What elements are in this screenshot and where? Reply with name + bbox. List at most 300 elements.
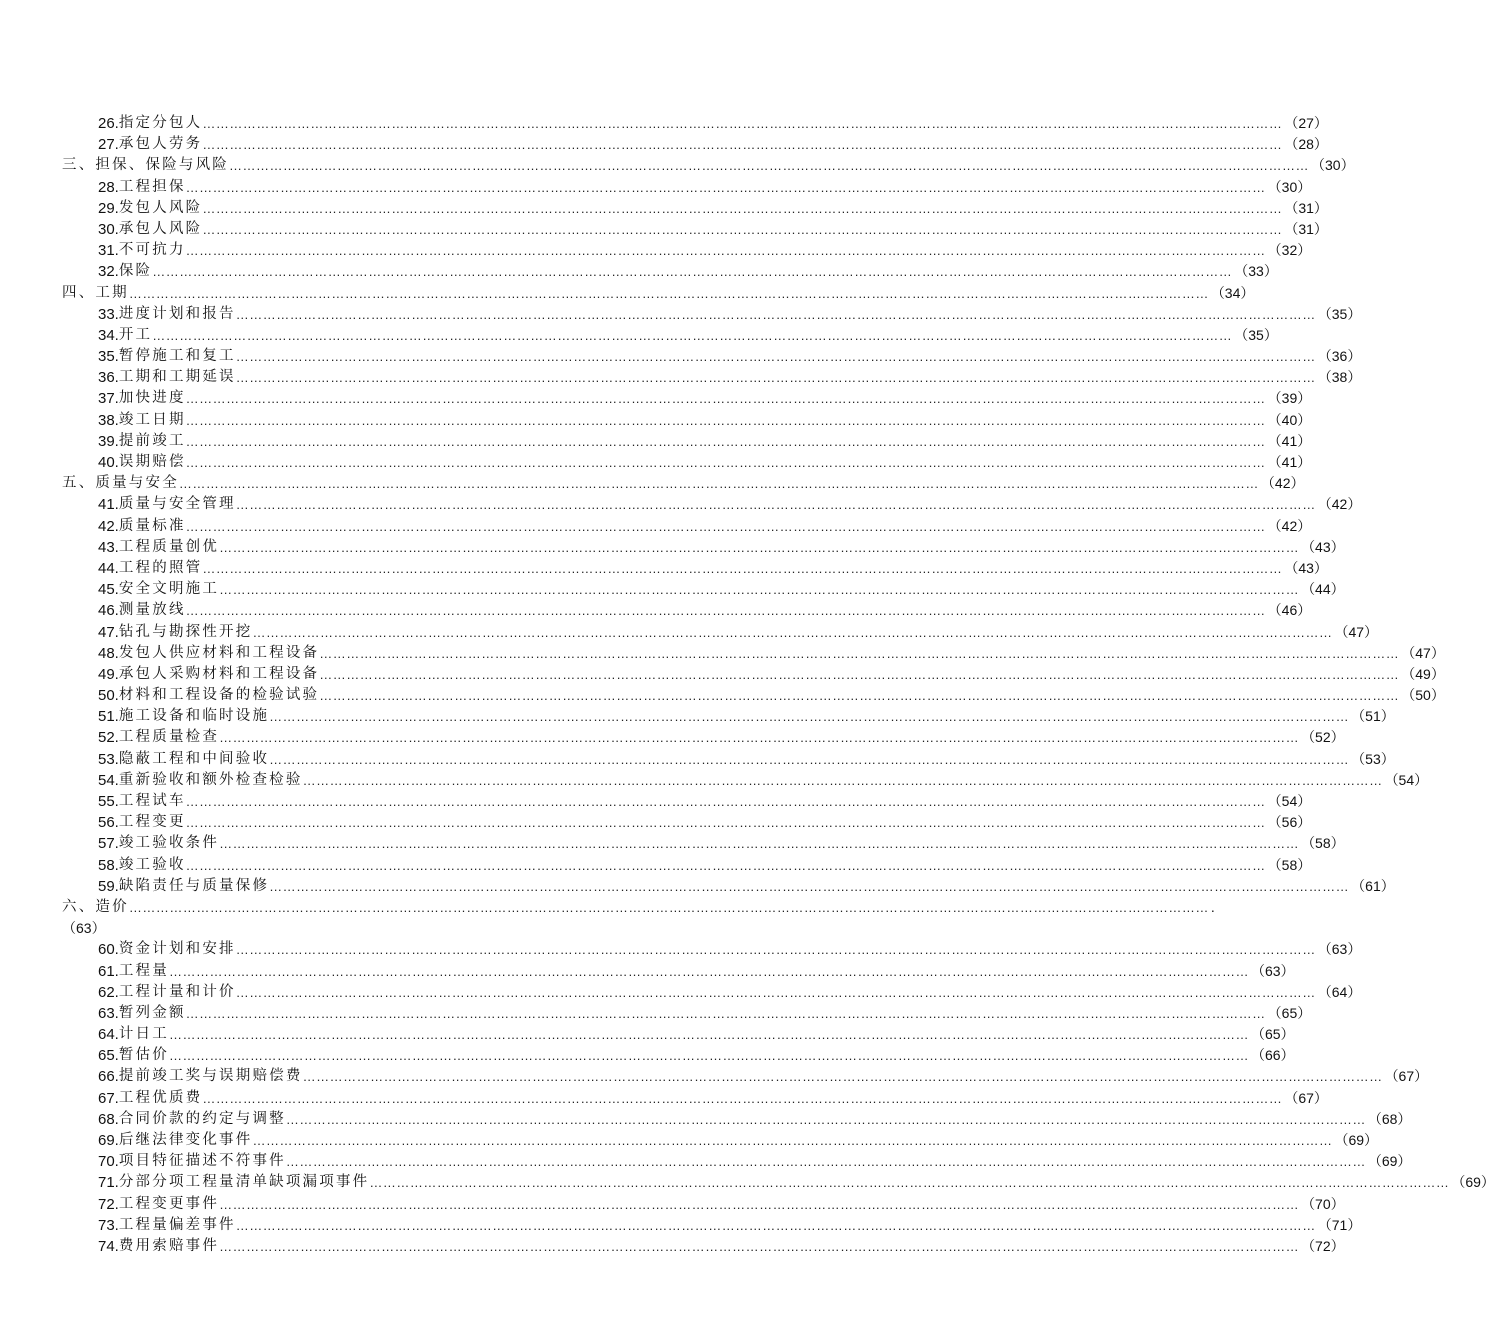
toc-entry-title: 资金计划和安排 <box>118 941 236 958</box>
toc-entry-row[interactable] <box>0 749 1395 770</box>
toc-entry <box>62 473 1305 494</box>
toc-entry <box>98 855 1312 876</box>
toc-entry-row[interactable] <box>0 177 1312 198</box>
dot-leader: …………………………………………………………………………………………………………………………………………………………………………………………………………………… <box>152 264 1233 280</box>
dot-leader: …………………………………………………………………………………………………………………………………………………………………………………………………………………… <box>185 794 1266 809</box>
toc-entry-title: 质量与安全管理 <box>118 496 236 513</box>
toc-entry-number: 28. <box>98 178 119 196</box>
toc-page-number: （63） <box>62 920 106 937</box>
toc-page-number: （36） <box>1317 348 1362 365</box>
dot-leader: …………………………………………………………………………………………………………………………………………………………………………………………………………………… <box>185 412 1266 428</box>
toc-entry-row[interactable] <box>0 643 1445 664</box>
toc-entry-title: 暂估价 <box>118 1047 169 1064</box>
toc-entry <box>62 897 1215 918</box>
dot-leader: …………………………………………………………………………………………………………………………………………………………………………………………………………………… <box>219 730 1300 746</box>
dot-leader: …………………………………………………………………………………………………………………………………………………………………………………………………………………… <box>202 200 1283 216</box>
toc-entry-row[interactable] <box>0 855 1312 876</box>
toc-page-number: （70） <box>1301 1195 1345 1212</box>
toc-page-number: （69） <box>1367 1153 1412 1170</box>
toc-page-number: （63） <box>1250 962 1295 979</box>
toc-page-number: （35） <box>1317 305 1362 322</box>
toc-entry-number: 38. <box>98 411 119 429</box>
toc-entry <box>98 410 1312 431</box>
toc-entry-row[interactable] <box>0 1215 1362 1236</box>
toc-entry-title: 发包人供应材料和工程设备 <box>118 644 320 661</box>
dot-leader: …………………………………………………………………………………………………………………………………………………………………………………………………………………… <box>168 1027 1249 1043</box>
toc-page-number: （65） <box>1250 1026 1295 1043</box>
toc-entry-title: 工程担保 <box>118 178 186 195</box>
toc-entry-number: 34. <box>98 326 119 344</box>
toc-entry <box>98 113 1328 134</box>
toc-entry-row[interactable] <box>0 431 1312 452</box>
toc-page-number: （69） <box>1334 1132 1379 1148</box>
toc-page-number: （54） <box>1267 793 1312 809</box>
toc-section-row[interactable] <box>0 897 1215 918</box>
toc-entry <box>98 961 1295 982</box>
dot-leader: …………………………………………………………………………………………………………………………………………………………………………………………………………………… <box>168 963 1249 979</box>
toc-entry-row[interactable] <box>0 367 1362 388</box>
toc-entry-row[interactable] <box>0 1066 1429 1087</box>
toc-entry-title: 工程的照管 <box>118 559 203 576</box>
toc-page-number: （31） <box>1284 220 1328 237</box>
toc-entry-title: 加快进度 <box>118 390 186 407</box>
toc-section-row[interactable] <box>0 473 1305 494</box>
toc-entry <box>98 664 1445 685</box>
toc-entry-row[interactable] <box>0 939 1362 960</box>
toc-entry <box>98 537 1345 558</box>
toc-entry-row[interactable] <box>0 1236 1345 1257</box>
toc-entry-row[interactable] <box>0 261 1278 282</box>
dot-leader: …………………………………………………………………………………………………………………………………………………………………………………………………………………… <box>269 709 1350 725</box>
toc-entry-number: 30. <box>98 220 119 238</box>
toc-entry-number: 67. <box>98 1089 119 1107</box>
toc-entry <box>98 1003 1312 1024</box>
toc-entry-row[interactable] <box>0 833 1345 854</box>
dot-leader: …………………………………………………………………………………………………………………………………………………………………………………………………………………… <box>235 984 1316 1000</box>
toc-entry-row[interactable] <box>0 664 1445 685</box>
toc-page-number: （43） <box>1301 538 1345 555</box>
toc-entry-number: 32. <box>98 263 119 281</box>
toc-entry-title: 工期和工期延误 <box>118 369 236 386</box>
toc-entry-row[interactable] <box>0 1109 1412 1130</box>
toc-entry-title: 工程优质费 <box>118 1089 203 1106</box>
toc-entry <box>98 1088 1328 1109</box>
toc-entry-number: 56. <box>98 814 119 832</box>
toc-entry-number: 44. <box>98 559 119 577</box>
toc-entry-number: 52. <box>98 729 119 747</box>
toc-entry <box>98 516 1312 537</box>
dot-leader: …………………………………………………………………………………………………………………………………………………………………………………………………………………… <box>235 370 1316 386</box>
toc-entry-title: 计日工 <box>118 1026 169 1043</box>
toc-entry-row[interactable] <box>0 198 1328 219</box>
toc-entry-title: 工程变更 <box>118 814 186 831</box>
dot-leader: …………………………………………………………………………………………………………………………………………………………………………………………………………………… <box>235 349 1316 365</box>
toc-page-number: （56） <box>1267 814 1312 831</box>
toc-entry <box>98 431 1312 452</box>
toc-entry <box>62 283 1255 304</box>
dot-leader: …………………………………………………………………………………………………………………………………………………………………………………………………………………… <box>185 603 1266 619</box>
toc-entry-row[interactable] <box>0 304 1362 325</box>
toc-entry-row[interactable] <box>0 1088 1328 1109</box>
toc-entry-title: 五、质量与安全 <box>62 475 179 492</box>
toc-page-number: （54） <box>1384 771 1429 788</box>
dot-leader: …………………………………………………………………………………………………………………………………………………………………………………………………………………… <box>185 815 1266 831</box>
toc-entry-number: 51. <box>98 708 119 726</box>
toc-entry <box>98 600 1312 621</box>
dot-leader: …………………………………………………………………………………………………………………………………………………………………………………………………………………… <box>235 1217 1316 1233</box>
toc-page-number: （38） <box>1317 369 1362 386</box>
toc-entry-number: 33. <box>98 305 119 323</box>
toc-entry <box>98 643 1445 664</box>
toc-entry-number: 53. <box>98 750 119 768</box>
toc-page-number: （32） <box>1267 242 1312 259</box>
toc-entry-title: 承包人风险 <box>118 220 203 237</box>
toc-entry <box>98 1024 1295 1045</box>
toc-page-number: （67） <box>1284 1089 1328 1106</box>
toc-entry-number: 70. <box>98 1153 119 1171</box>
toc-entry-number: 40. <box>98 454 119 471</box>
dot-leader: …………………………………………………………………………………………………………………………………………………………………………………………………………………… <box>202 1090 1283 1106</box>
toc-entry-number: 45. <box>98 581 119 599</box>
toc-entry <box>98 833 1345 854</box>
toc-entry-number: 62. <box>98 983 119 1001</box>
dot-leader: …………………………………………………………………………………………………………………………………………………………………………………………………………………… <box>219 1238 1300 1254</box>
toc-entry-row[interactable] <box>0 791 1312 812</box>
toc-entry-title: 承包人采购材料和工程设备 <box>118 665 320 682</box>
toc-page-number: （52） <box>1301 729 1345 746</box>
toc-entry-title: 三、担保、保险与风险 <box>62 157 229 174</box>
toc-entry-title: 施工设备和临时设施 <box>118 708 270 725</box>
dot-leader: …………………………………………………………………………………………………………………………………………………………………………………………………………………… <box>302 772 1383 788</box>
toc-entry-row[interactable] <box>0 537 1345 558</box>
toc-entry <box>98 749 1395 770</box>
toc-entry-row[interactable] <box>0 410 1312 431</box>
toc-page-number: （53） <box>1351 750 1395 767</box>
toc-entry-row[interactable] <box>0 494 1362 515</box>
toc-entry-title: 工程计量和计价 <box>118 983 236 1000</box>
toc-entry <box>98 770 1429 791</box>
toc-entry-title: 指定分包人 <box>118 115 203 131</box>
toc-entry-title: 工程变更事件 <box>118 1195 220 1212</box>
toc-entry-number: 69. <box>98 1132 119 1149</box>
toc-page-number: （64） <box>1317 983 1362 1000</box>
toc-entry-title: 开工 <box>118 326 153 343</box>
dot-leader: …………………………………………………………………………………………………………………………………………………………………………………………………………………… <box>185 518 1266 534</box>
toc-entry-title: 工程量 <box>118 962 169 979</box>
toc-entry-row[interactable] <box>0 982 1362 1003</box>
toc-entry <box>98 1130 1379 1151</box>
toc-entry-number: 48. <box>98 644 119 662</box>
toc-entry-number: 49. <box>98 665 119 683</box>
toc-entry-title: 测量放线 <box>118 602 186 619</box>
table-of-contents <box>0 113 1495 1257</box>
toc-entry-row[interactable] <box>0 622 1379 643</box>
toc-entry-title: 保险 <box>118 263 153 280</box>
toc-page-number: （35） <box>1234 326 1278 343</box>
toc-entry-title: 竣工验收 <box>118 856 186 873</box>
toc-entry <box>98 812 1312 833</box>
toc-entry-number: 58. <box>98 856 119 874</box>
toc-entry-number: 50. <box>98 687 119 705</box>
dot-leader: …………………………………………………………………………………………………………………………………………………………………………………………………………………… <box>128 899 1209 915</box>
toc-entry-row[interactable] <box>0 558 1328 579</box>
toc-entry-row[interactable] <box>0 134 1328 155</box>
toc-entry <box>98 388 1312 409</box>
toc-section-row[interactable] <box>0 155 1355 176</box>
dot-leader: …………………………………………………………………………………………………………………………………………………………………………………………………………………… <box>185 391 1266 407</box>
toc-entry-title: 工程质量检查 <box>118 729 220 746</box>
toc-entry <box>98 1172 1495 1193</box>
dot-leader: …………………………………………………………………………………………………………………………………………………………………………………………………………………… <box>219 1196 1300 1212</box>
dot-leader: …………………………………………………………………………………………………………………………………………………………………………………………………………………… <box>202 116 1283 131</box>
toc-entry-title: 后继法律变化事件 <box>118 1132 253 1148</box>
toc-entry-number: 72. <box>98 1195 119 1213</box>
toc-entry <box>98 452 1312 473</box>
toc-entry-number: 64. <box>98 1026 119 1044</box>
toc-entry <box>98 1236 1345 1257</box>
toc-entry-row[interactable] <box>0 219 1328 240</box>
toc-entry-row[interactable] <box>0 812 1312 833</box>
toc-page-number: （30） <box>1267 178 1312 195</box>
toc-page-number: （31） <box>1284 199 1328 216</box>
toc-entry <box>98 558 1328 579</box>
toc-entry-number: 31. <box>98 242 119 260</box>
toc-entry-row[interactable] <box>0 452 1312 473</box>
toc-entry-row[interactable] <box>0 516 1312 537</box>
toc-entry-title: 暂停施工和复工 <box>118 348 236 365</box>
toc-entry-title: 竣工验收条件 <box>118 835 220 852</box>
toc-entry-row[interactable] <box>0 579 1345 600</box>
toc-entry-row[interactable] <box>0 1003 1312 1024</box>
toc-page-number: （65） <box>1267 1004 1312 1021</box>
toc-wrapped-page-row <box>0 918 950 939</box>
toc-page-number: （47） <box>1334 623 1379 640</box>
toc-section-row[interactable] <box>0 283 1255 304</box>
toc-entry <box>98 1109 1412 1130</box>
dot-leader: …………………………………………………………………………………………………………………………………………………………………………………………………………………… <box>269 878 1350 894</box>
dot-leader: …………………………………………………………………………………………………………………………………………………………………………………………………………………… <box>302 1069 1383 1085</box>
dot-leader: …………………………………………………………………………………………………………………………………………………………………………………………………………………… <box>185 1005 1266 1021</box>
toc-entry-row[interactable] <box>0 1130 1379 1151</box>
toc-entry-title: 四、工期 <box>62 284 129 301</box>
toc-entry-title: 工程试车 <box>118 793 186 809</box>
toc-page-number: （66） <box>1250 1047 1295 1064</box>
toc-page-number: （68） <box>1367 1110 1412 1127</box>
dot-leader: …………………………………………………………………………………………………………………………………………………………………………………………………………………… <box>319 666 1400 682</box>
toc-entry-number: 66. <box>98 1068 119 1086</box>
toc-entry-row[interactable] <box>0 961 1295 982</box>
toc-entry-title: 发包人风险 <box>118 199 203 216</box>
toc-entry-number: 43. <box>98 538 119 556</box>
toc-entry <box>98 134 1328 155</box>
toc-entry <box>98 1066 1429 1087</box>
toc-entry-title: 工程量偏差事件 <box>118 1216 236 1233</box>
toc-entry-title: 材料和工程设备的检验试验 <box>118 687 320 704</box>
toc-entry-row[interactable] <box>0 1172 1495 1193</box>
toc-entry-row[interactable] <box>0 706 1395 727</box>
toc-entry-row[interactable] <box>0 1194 1345 1215</box>
toc-entry-title: 工程质量创优 <box>118 538 220 555</box>
toc-entry-title: 不可抗力 <box>118 242 186 259</box>
toc-entry-number: 71. <box>98 1174 119 1192</box>
toc-entry <box>98 494 1362 515</box>
toc-page-number: （43） <box>1284 559 1328 576</box>
toc-entry-title: 分部分项工程量清单缺项漏项事件 <box>118 1174 370 1191</box>
toc-entry <box>98 177 1312 198</box>
toc-entry-title: 重新验收和额外检查检验 <box>118 771 303 788</box>
toc-entry <box>98 791 1312 812</box>
toc-entry-row[interactable] <box>0 113 1328 134</box>
toc-page-number: （41） <box>1267 432 1312 449</box>
toc-entry <box>98 367 1362 388</box>
dot-leader: …………………………………………………………………………………………………………………………………………………………………………………………………………………… <box>285 1111 1366 1127</box>
toc-entry-row[interactable] <box>0 770 1429 791</box>
toc-entry-title: 误期赔偿 <box>118 454 186 470</box>
dot-leader: …………………………………………………………………………………………………………………………………………………………………………………………………………………… <box>369 1175 1450 1191</box>
dot-leader: …………………………………………………………………………………………………………………………………………………………………………………………………………………… <box>319 688 1400 704</box>
toc-page-number: （33） <box>1234 263 1278 280</box>
toc-entry-title: 竣工日期 <box>118 411 186 428</box>
toc-entry-number: 41. <box>98 496 119 514</box>
dot-leader: …………………………………………………………………………………………………………………………………………………………………………………………………………………… <box>152 327 1233 343</box>
toc-page-number: （28） <box>1284 136 1328 153</box>
toc-page-number: （69） <box>1451 1174 1495 1191</box>
toc-entry <box>98 325 1278 346</box>
dot-leader: …………………………………………………………………………………………………………………………………………………………………………………………………………………… <box>285 1154 1366 1170</box>
dot-leader: …………………………………………………………………………………………………………………………………………………………………………………………………………………… <box>168 1048 1249 1064</box>
toc-entry-title: 费用索赔事件 <box>118 1237 220 1254</box>
dot-leader: …………………………………………………………………………………………………………………………………………………………………………………………………………………… <box>202 221 1283 237</box>
toc-page-number: （51） <box>1351 708 1395 725</box>
toc-entry-row[interactable] <box>0 240 1312 261</box>
toc-entry <box>98 219 1328 240</box>
toc-entry <box>98 579 1345 600</box>
toc-entry-title: 项目特征描述不符事件 <box>118 1153 286 1170</box>
toc-entry-number: 65. <box>98 1047 119 1065</box>
toc-entry <box>98 198 1328 219</box>
dot-leader: …………………………………………………………………………………………………………………………………………………………………………………………………………………… <box>252 624 1333 640</box>
dot-leader: …………………………………………………………………………………………………………………………………………………………………………………………………………………… <box>185 243 1266 259</box>
dot-leader: …………………………………………………………………………………………………………………………………………………………………………………………………………………… <box>219 836 1300 852</box>
toc-entry-title: 承包人劳务 <box>118 136 203 153</box>
toc-entry-number: 74. <box>98 1237 119 1255</box>
toc-page-number: （42） <box>1317 496 1362 513</box>
toc-page-number: （39） <box>1267 390 1312 407</box>
dot-leader: …………………………………………………………………………………………………………………………………………………………………………………………………………………… <box>235 306 1316 322</box>
dot-leader-end: . <box>1210 898 1215 915</box>
toc-page-number: （61） <box>1351 877 1395 894</box>
toc-page-number: （71） <box>1317 1216 1362 1233</box>
toc-entry-number: 36. <box>98 369 119 387</box>
toc-page-number: （72） <box>1301 1237 1345 1254</box>
toc-entry <box>98 1215 1362 1236</box>
toc-entry <box>98 304 1362 325</box>
toc-page-number: （50） <box>1401 687 1445 704</box>
toc-entry-number: 63. <box>98 1004 119 1022</box>
toc-entry-title: 暂列金额 <box>118 1004 186 1021</box>
toc-page-number: （47） <box>1401 644 1445 661</box>
dot-leader: …………………………………………………………………………………………………………………………………………………………………………………………………………………… <box>235 942 1316 958</box>
dot-leader: …………………………………………………………………………………………………………………………………………………………………………………………………………………… <box>229 158 1309 174</box>
toc-entry-number: 61. <box>98 962 119 980</box>
dot-leader: …………………………………………………………………………………………………………………………………………………………………………………………………………………… <box>185 179 1266 195</box>
toc-page-number: （27） <box>1284 115 1328 131</box>
toc-entry-row[interactable] <box>0 325 1278 346</box>
toc-entry <box>98 1151 1412 1172</box>
toc-entry-row[interactable] <box>0 727 1345 748</box>
toc-page-number: （58） <box>1301 835 1345 852</box>
toc-entry <box>98 939 1362 960</box>
toc-entry-number: 27. <box>98 136 119 154</box>
toc-entry-title: 六、造价 <box>62 898 129 915</box>
toc-entry-title: 隐蔽工程和中间验收 <box>118 750 270 767</box>
toc-entry-title: 提前竣工 <box>118 432 186 449</box>
toc-entry-number: 42. <box>98 517 119 535</box>
toc-entry-number: 54. <box>98 771 119 789</box>
toc-page-number: （49） <box>1401 665 1445 682</box>
toc-page-number: （41） <box>1267 454 1312 470</box>
dot-leader: …………………………………………………………………………………………………………………………………………………………………………………………………………………… <box>185 455 1266 470</box>
toc-entry <box>98 346 1362 367</box>
toc-page-number: （42） <box>1260 475 1305 492</box>
toc-entry-title: 提前竣工奖与误期赔偿费 <box>118 1068 303 1085</box>
toc-entry <box>98 1194 1345 1215</box>
dot-leader: …………………………………………………………………………………………………………………………………………………………………………………………………………………… <box>202 560 1283 576</box>
toc-page-number: （67） <box>1384 1068 1429 1085</box>
toc-entry-row[interactable] <box>0 600 1312 621</box>
dot-leader: …………………………………………………………………………………………………………………………………………………………………………………………………………………… <box>185 433 1266 449</box>
toc-page-number: （40） <box>1267 411 1312 428</box>
toc-entry-number: 57. <box>98 835 119 853</box>
toc-entry-title: 缺陷责任与质量保修 <box>118 877 270 894</box>
toc-entry <box>98 685 1445 706</box>
toc-entry-row[interactable] <box>0 1024 1295 1045</box>
toc-entry-number: 47. <box>98 623 119 641</box>
toc-entry <box>98 876 1395 897</box>
toc-page-number: （30） <box>1311 157 1355 174</box>
toc-entry-number: 60. <box>98 941 119 959</box>
dot-leader: …………………………………………………………………………………………………………………………………………………………………………………………………………………… <box>219 539 1300 555</box>
toc-page-number: （46） <box>1267 602 1312 619</box>
toc-entry-number: 68. <box>98 1110 119 1128</box>
toc-entry-row[interactable] <box>0 1045 1295 1066</box>
toc-entry <box>98 240 1312 261</box>
toc-entry-number: 55. <box>98 793 119 810</box>
toc-entry <box>98 727 1345 748</box>
toc-page-number: （58） <box>1267 856 1312 873</box>
toc-entry-row[interactable] <box>0 346 1362 367</box>
dot-leader: …………………………………………………………………………………………………………………………………………………………………………………………………………………… <box>128 285 1209 301</box>
toc-entry <box>98 261 1278 282</box>
dot-leader: …………………………………………………………………………………………………………………………………………………………………………………………………………………… <box>319 645 1400 661</box>
toc-entry-number: 26. <box>98 115 119 132</box>
dot-leader: …………………………………………………………………………………………………………………………………………………………………………………………………………………… <box>235 497 1316 513</box>
dot-leader: …………………………………………………………………………………………………………………………………………………………………………………………………………………… <box>202 137 1283 153</box>
toc-entry-row[interactable] <box>0 685 1445 706</box>
toc-entry-number: 39. <box>98 432 119 450</box>
toc-entry <box>98 1045 1295 1066</box>
toc-entry-title: 质量标准 <box>118 517 186 534</box>
toc-entry-number: 73. <box>98 1216 119 1234</box>
toc-page-number: （63） <box>1317 941 1362 958</box>
toc-entry-row[interactable] <box>0 388 1312 409</box>
toc-entry <box>62 155 1355 176</box>
toc-page-number: （42） <box>1267 517 1312 534</box>
toc-entry-row[interactable] <box>0 876 1395 897</box>
toc-entry-number: 37. <box>98 390 119 408</box>
toc-entry-row[interactable] <box>0 1151 1412 1172</box>
toc-entry-title: 安全文明施工 <box>118 581 220 598</box>
